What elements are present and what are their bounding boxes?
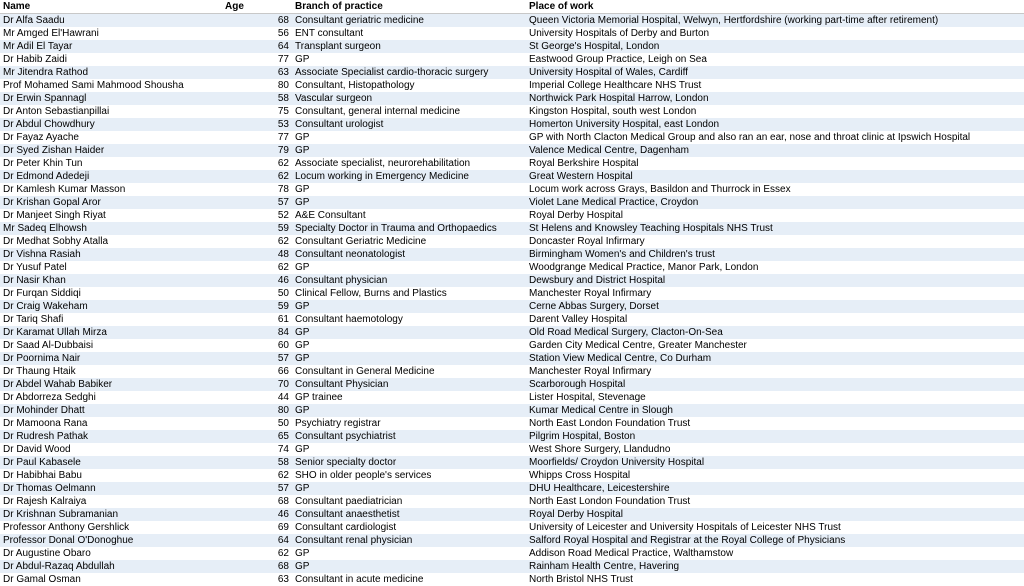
cell-name: Dr Rudresh Pathak [3,431,89,442]
cell-branch: GP [295,132,310,143]
cell-age: 50 [277,418,289,429]
cell-age: 58 [277,457,289,468]
table-row [0,235,1024,248]
cell-place: Salford Royal Hospital and Registrar at the Royal College of Physicians [529,535,846,546]
cell-age: 63 [277,67,289,78]
cell-branch: GP [295,444,310,455]
cell-place: Manchester Royal Infirmary [529,288,652,299]
cell-name: Mr Amged El'Hawrani [3,28,99,39]
cell-name: Dr Habib Zaidi [3,54,67,65]
table-row [0,339,1024,352]
cell-place: Violet Lane Medical Practice, Croydon [529,197,699,208]
cell-name: Prof Mohamed Sami Mahmood Shousha [3,80,184,91]
cell-place: Garden City Medical Centre, Greater Manchester [529,340,747,351]
cell-name: Mr Adil El Tayar [3,41,73,52]
cell-name: Dr Syed Zishan Haider [3,145,105,156]
cell-branch: GP [295,54,310,65]
column-header-age: Age [222,0,292,14]
cell-age: 68 [277,15,289,26]
cell-place: Manchester Royal Infirmary [529,366,652,377]
table-row [0,66,1024,79]
cell-age: 77 [277,54,289,65]
cell-branch: Locum working in Emergency Medicine [295,171,469,182]
cell-branch: SHO in older people's services [295,470,432,481]
cell-place: Lister Hospital, Stevenage [529,392,646,403]
cell-branch: Psychiatry registrar [295,418,381,429]
cell-name: Dr Yusuf Patel [3,262,67,273]
cell-branch: GP [295,301,310,312]
cell-age: 52 [277,210,289,221]
cell-place: Royal Derby Hospital [529,210,623,221]
cell-branch: Consultant physician [295,275,388,286]
cell-place: Moorfields/ Croydon University Hospital [529,457,705,468]
cell-age: 77 [277,132,289,143]
cell-name: Dr Erwin Spannagl [3,93,87,104]
table-row [0,118,1024,131]
table-row [0,417,1024,430]
cell-place: Cerne Abbas Surgery, Dorset [529,301,659,312]
cell-age: 64 [277,535,289,546]
cell-name: Dr Medhat Sobhy Atalla [3,236,109,247]
cell-branch: GP [295,548,310,559]
cell-age: 62 [277,470,289,481]
cell-place: Rainham Health Centre, Havering [529,561,680,572]
cell-age: 80 [277,405,289,416]
cell-place: GP with North Clacton Medical Group and also ran an ear, nose and throat clinic at Ipswich Hospital [529,132,971,143]
cell-age: 66 [277,366,289,377]
cell-place: Scarborough Hospital [529,379,626,390]
cell-branch: GP [295,561,310,572]
cell-name: Dr Mamoona Rana [3,418,88,429]
cell-place: Station View Medical Centre, Co Durham [529,353,712,364]
cell-place: Northwick Park Hospital Harrow, London [529,93,709,104]
cell-name: Dr Kamlesh Kumar Masson [3,184,126,195]
cell-age: 57 [277,353,289,364]
cell-age: 65 [277,431,289,442]
cell-name: Dr Saad Al-Dubbaisi [3,340,94,351]
column-header-name: Name [0,0,222,14]
cell-place: North East London Foundation Trust [529,418,691,429]
cell-name: Dr Mohinder Dhatt [3,405,85,416]
cell-place: Addison Road Medical Practice, Walthamstow [529,548,734,559]
cell-branch: Consultant geriatric medicine [295,15,424,26]
cell-name: Dr Anton Sebastianpillai [3,106,110,117]
cell-name: Mr Sadeq Elhowsh [3,223,87,234]
cell-place: Valence Medical Centre, Dagenham [529,145,689,156]
cell-branch: Transplant surgeon [295,41,381,52]
cell-branch: Consultant urologist [295,119,384,130]
cell-place: Kingston Hospital, south west London [529,106,697,117]
cell-place: North Bristol NHS Trust [529,574,633,585]
cell-branch: Clinical Fellow, Burns and Plastics [295,288,447,299]
cell-place: Kumar Medical Centre in Slough [529,405,673,416]
table-row [0,222,1024,235]
table-row [0,443,1024,456]
cell-branch: Consultant paediatrician [295,496,403,507]
cell-age: 60 [277,340,289,351]
cell-age: 59 [277,301,289,312]
cell-place: Royal Derby Hospital [529,509,623,520]
cell-branch: GP [295,145,310,156]
table-row [0,534,1024,547]
cell-branch: Consultant neonatologist [295,249,406,260]
cell-place: Imperial College Healthcare NHS Trust [529,80,702,91]
cell-place: Doncaster Royal Infirmary [529,236,645,247]
table-row [0,170,1024,183]
cell-place: Woodgrange Medical Practice, Manor Park, London [529,262,759,273]
cell-branch: A&E Consultant [295,210,366,221]
table-row [0,391,1024,404]
table-row [0,196,1024,209]
cell-name: Dr Thaung Htaik [3,366,76,377]
cell-name: Dr Abdorreza Sedghi [3,392,96,403]
cell-name: Dr Manjeet Singh Riyat [3,210,106,221]
cell-name: Dr Alfa Saadu [3,15,65,26]
cell-age: 50 [277,288,289,299]
cell-age: 78 [277,184,289,195]
cell-place: Dewsbury and District Hospital [529,275,666,286]
cell-age: 58 [277,93,289,104]
cell-branch: Consultant, Histopathology [295,80,415,91]
table-row [0,131,1024,144]
header-row [0,0,1024,14]
cell-age: 62 [277,158,289,169]
cell-branch: Associate specialist, neurorehabilitation [295,158,471,169]
cell-branch: Consultant haemotology [295,314,403,325]
cell-branch: ENT consultant [295,28,364,39]
cell-name: Dr Tariq Shafi [3,314,64,325]
cell-age: 53 [277,119,289,130]
table-row [0,14,1024,28]
table-row [0,521,1024,534]
cell-place: University Hospitals of Derby and Burton [529,28,710,39]
cell-age: 80 [277,80,289,91]
cell-place: Birmingham Women's and Children's trust [529,249,715,260]
cell-branch: Consultant, general internal medicine [295,106,461,117]
cell-branch: Associate Specialist cardio-thoracic surgery [295,67,489,78]
cell-branch: Consultant renal physician [295,535,413,546]
cell-name: Dr Habibhai Babu [3,470,82,481]
cell-age: 46 [277,509,289,520]
cell-branch: Consultant Geriatric Medicine [295,236,427,247]
table-row [0,560,1024,573]
cell-place: DHU Healthcare, Leicestershire [529,483,670,494]
table-row [0,105,1024,118]
cell-age: 68 [277,561,289,572]
cell-name: Dr Edmond Adedeji [3,171,90,182]
cell-branch: GP [295,353,310,364]
cell-age: 56 [277,28,289,39]
cell-branch: Senior specialty doctor [295,457,397,468]
cell-branch: GP [295,262,310,273]
cell-name: Dr Rajesh Kalraiya [3,496,87,507]
cell-branch: GP [295,483,310,494]
cell-name: Dr Augustine Obaro [3,548,91,559]
cell-age: 62 [277,548,289,559]
table-row [0,300,1024,313]
cell-place: St George's Hospital, London [529,41,660,52]
cell-age: 64 [277,41,289,52]
table-row [0,404,1024,417]
column-header-branch: Branch of practice [292,0,526,14]
table-row [0,183,1024,196]
cell-place: Old Road Medical Surgery, Clacton-On-Sea [529,327,723,338]
table-row [0,352,1024,365]
table-row [0,378,1024,391]
cell-name: Dr Abdel Wahab Babiker [3,379,113,390]
table-row [0,209,1024,222]
cell-place: University of Leicester and University Hospitals of Leicester NHS Trust [529,522,841,533]
cell-branch: Consultant Physician [295,379,389,390]
cell-age: 74 [277,444,289,455]
cell-place: Pilgrim Hospital, Boston [529,431,636,442]
table-row [0,261,1024,274]
cell-age: 62 [277,236,289,247]
cell-place: North East London Foundation Trust [529,496,691,507]
table-row [0,365,1024,378]
cell-branch: GP [295,405,310,416]
cell-branch: Consultant psychiatrist [295,431,396,442]
column-header-place: Place of work [526,0,1024,14]
cell-place: Locum work across Grays, Basildon and Thurrock in Essex [529,184,791,195]
cell-place: Homerton University Hospital, east London [529,119,720,130]
cell-name: Dr Krishnan Subramanian [3,509,119,520]
cell-place: Eastwood Group Practice, Leigh on Sea [529,54,707,65]
cell-name: Dr Furqan Siddiqi [3,288,81,299]
table-row [0,326,1024,339]
cell-name: Dr Poornima Nair [3,353,81,364]
cell-branch: GP [295,327,310,338]
cell-age: 84 [277,327,289,338]
cell-place: University Hospital of Wales, Cardiff [529,67,688,78]
cell-place: West Shore Surgery, Llandudno [529,444,671,455]
cell-branch: Consultant anaesthetist [295,509,400,520]
cell-name: Dr Thomas Oelmann [3,483,96,494]
cell-name: Dr Craig Wakeham [3,301,88,312]
cell-branch: GP [295,340,310,351]
cell-age: 62 [277,262,289,273]
table-row [0,274,1024,287]
cell-name: Dr Karamat Ullah Mirza [3,327,107,338]
table-row [0,508,1024,521]
cell-age: 68 [277,496,289,507]
cell-branch: Consultant in acute medicine [295,574,424,585]
cell-age: 63 [277,574,289,585]
table-row [0,40,1024,53]
cell-age: 69 [277,522,289,533]
table-row [0,573,1024,586]
cell-place: Darent Valley Hospital [529,314,628,325]
table-row [0,157,1024,170]
table-row [0,92,1024,105]
table-row [0,144,1024,157]
cell-name: Professor Donal O'Donoghue [3,535,134,546]
table-row [0,482,1024,495]
cell-name: Dr Peter Khin Tun [3,158,83,169]
cell-age: 62 [277,171,289,182]
cell-name: Dr Nasir Khan [3,275,66,286]
cell-age: 57 [277,483,289,494]
cell-place: Whipps Cross Hospital [529,470,631,481]
cell-name: Dr Krishan Gopal Aror [3,197,101,208]
cell-name: Dr Abdul Chowdhury [3,119,95,130]
cell-place: St Helens and Knowsley Teaching Hospitals NHS Trust [529,223,773,234]
cell-age: 57 [277,197,289,208]
table-row [0,27,1024,40]
cell-branch: Consultant in General Medicine [295,366,435,377]
table-row [0,469,1024,482]
cell-name: Mr Jitendra Rathod [3,67,89,78]
cell-branch: GP trainee [295,392,343,403]
cell-name: Dr Abdul-Razaq Abdullah [3,561,115,572]
table-row [0,456,1024,469]
table-row [0,53,1024,66]
cell-place: Queen Victoria Memorial Hospital, Welwyn, Hertfordshire (working part-time after retirement) [529,15,939,26]
cell-name: Dr Fayaz Ayache [3,132,79,143]
cell-age: 44 [277,392,289,403]
table-row [0,287,1024,300]
table-row [0,495,1024,508]
cell-age: 61 [277,314,289,325]
cell-age: 70 [277,379,289,390]
cell-branch: Consultant cardiologist [295,522,397,533]
cell-name: Dr Paul Kabasele [3,457,81,468]
cell-place: Royal Berkshire Hospital [529,158,639,169]
table-row [0,313,1024,326]
table-row [0,547,1024,560]
cell-branch: Vascular surgeon [295,93,373,104]
table-row [0,79,1024,92]
cell-age: 48 [277,249,289,260]
cell-branch: GP [295,197,310,208]
cell-branch: Specialty Doctor in Trauma and Orthopaedics [295,223,497,234]
cell-place: Great Western Hospital [529,171,633,182]
cell-name: Dr Gamal Osman [3,574,81,585]
cell-age: 79 [277,145,289,156]
cell-name: Professor Anthony Gershlick [3,522,130,533]
table-row [0,248,1024,261]
cell-age: 75 [277,106,289,117]
cell-name: Dr David Wood [3,444,71,455]
cell-age: 59 [277,223,289,234]
table-row [0,430,1024,443]
cell-age: 46 [277,275,289,286]
cell-branch: GP [295,184,310,195]
cell-name: Dr Vishna Rasiah [3,249,81,260]
